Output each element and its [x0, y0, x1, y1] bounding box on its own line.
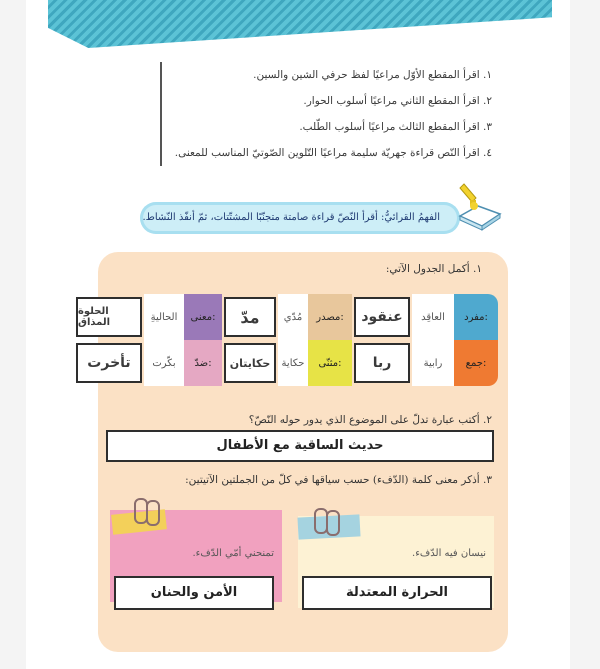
question-3: ٣. اقرأ المقطع الثالث مراعيًا أسلوب الطّلب.	[299, 121, 492, 133]
reading-questions	[160, 62, 492, 166]
context-sentence-right: نيسان فيه الدّفء.	[412, 548, 486, 559]
label-plural: جمع:	[454, 340, 498, 386]
answer-box[interactable]: تأخرت	[76, 343, 142, 383]
meaning-answer-right[interactable]: الحرارة المعتدلة	[302, 576, 492, 610]
table-row-2	[72, 340, 498, 386]
question-meaning: ٣. أذكر معنى كلمة (الدّفء) حسب سياقها في كلّ من الجملتين الآتيتين:	[185, 474, 492, 486]
context-sentence-left: تمنحني أمّي الدّفء.	[192, 548, 274, 559]
label-dual: مثنّى:	[308, 340, 352, 386]
answer-box[interactable]: حكايتان	[224, 343, 276, 383]
word-cell: رابية	[412, 340, 454, 386]
word-cell: العاقِد	[412, 294, 454, 340]
paperclip-icon	[326, 510, 340, 536]
paperclip-icon	[146, 500, 160, 526]
meaning-answer-left[interactable]: الأمن والحنان	[114, 576, 274, 610]
lamp-book-icon	[450, 176, 508, 234]
word-cell: حكاية	[278, 340, 308, 386]
word-cell: بكّرت	[144, 340, 184, 386]
question-2: ٢. اقرأ المقطع الثاني مراعيًا أسلوب الحوار.	[303, 95, 492, 107]
answer-box[interactable]: الحلوة المذاق	[76, 297, 142, 337]
label-meaning: معنى:	[184, 294, 222, 340]
label-singular: مفرد:	[454, 294, 498, 340]
word-cell: مُدّي	[278, 294, 308, 340]
table-row-1	[72, 294, 498, 340]
left-margin	[0, 0, 26, 669]
answer-box[interactable]: عنقود	[354, 297, 410, 337]
question-topic: ٢. أكتب عبارة تدلّ على الموضوع الذي يدور حوله النّصّ؟	[248, 414, 492, 426]
answer-box[interactable]: ربا	[354, 343, 410, 383]
label-opposite: ضدّ:	[184, 340, 222, 386]
answer-box[interactable]: مدّ	[224, 297, 276, 337]
comprehension-header: الفهمُ القرائيُّ: أقرأ النّصّ قراءة صامتة متجنّبًا المشتّتات، ثمّ أنفّذ النّشاط.	[142, 212, 440, 223]
question-4: ٤. اقرأ النّص قراءة جهريّة سليمة مراعيًا التّلوين الصّوتيّ المناسب للمعنى.	[174, 147, 492, 159]
label-masdar: مصدر:	[308, 294, 352, 340]
question-table-prompt: ١. أكمل الجدول الآتي:	[385, 263, 482, 275]
right-margin	[570, 0, 600, 669]
question-1: ١. اقرأ المقطع الأوّل مراعيًا لفظ حرفي الشين والسين.	[253, 69, 492, 81]
topic-answer-box[interactable]: حديث الساقية مع الأطفال	[106, 430, 494, 462]
word-cell: الحاليةِ	[144, 294, 184, 340]
